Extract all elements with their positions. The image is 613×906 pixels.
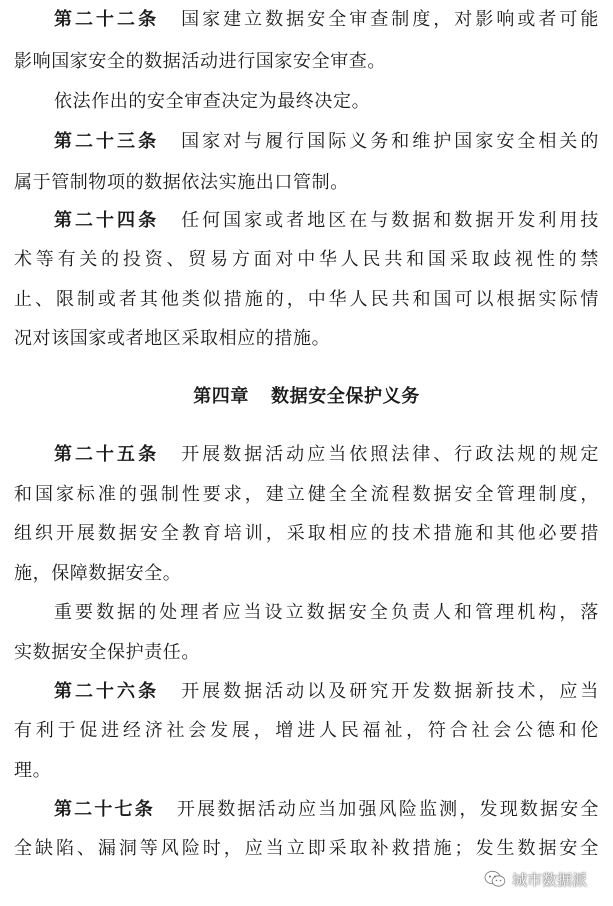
chapter-title: 数据安全保护义务 — [271, 386, 420, 407]
article-24-line-4: 况对该国家或者地区采取相应的措施。 — [14, 328, 331, 349]
article-26-label: 第二十六条 — [54, 681, 160, 702]
article-24-line-3: 止、限制或者其他类似措施的，中华人民共和国可以根据实际情 — [14, 289, 599, 310]
article-24-line-1 — [54, 209, 599, 233]
article-22-label: 第二十二条 — [54, 9, 160, 30]
article-25-paragraph-2-line-1: 重要数据的处理者应当设立数据安全负责人和管理机构，落 — [54, 602, 599, 623]
article-23-line-2: 属于管制物项的数据依法实施出口管制。 — [14, 172, 349, 193]
watermark-text: 城市数据派 — [512, 870, 588, 889]
article-25-label: 第二十五条 — [54, 444, 160, 465]
article-26-line-2: 有利于促进经济社会发展，增进人民福祉，符合社会公德和伦 — [14, 720, 599, 741]
article-27-line-1 — [54, 798, 599, 822]
article-25-line-4: 施，保障数据安全。 — [14, 563, 182, 584]
article-26-line-1 — [54, 680, 599, 704]
wechat-icon — [484, 870, 506, 888]
article-27-text-1: 开展数据活动应当加强风险监测，发现数据安全 — [176, 799, 600, 820]
article-23-text-1: 国家对与履行国际义务和维护国家安全相关的 — [181, 131, 600, 152]
article-27-line-2: 全缺陷、漏洞等风险时，应当立即采取补救措施；发生数据安全 — [14, 838, 599, 859]
article-24-label: 第二十四条 — [54, 210, 160, 231]
article-25-text-1: 开展数据活动应当依照法律、行政法规的规定 — [181, 444, 600, 465]
chapter-number: 第四章 — [193, 386, 249, 407]
article-26-text-1: 开展数据活动以及研究开发数据新技术，应当 — [181, 681, 600, 702]
article-23-line-1 — [54, 130, 599, 154]
article-24-text-1: 任何国家或者地区在与数据和数据开发利用技 — [181, 210, 600, 231]
article-25-line-3: 组织开展数据安全教育培训，采取相应的技术措施和其他必要措 — [14, 523, 599, 544]
article-23-label: 第二十三条 — [54, 131, 160, 152]
article-25-line-1 — [54, 443, 599, 467]
article-22-text-1: 国家建立数据安全审查制度，对影响或者可能 — [181, 9, 600, 30]
article-24-line-2: 术等有关的投资、贸易方面对中华人民共和国采取歧视性的禁 — [14, 249, 599, 270]
article-27-label: 第二十七条 — [54, 799, 155, 820]
article-22-line-1 — [54, 8, 599, 32]
article-25-line-2: 和国家标准的强制性要求，建立健全全流程数据安全管理制度， — [14, 484, 599, 505]
article-25-paragraph-2-line-2: 实数据安全保护责任。 — [14, 642, 200, 663]
article-26-line-3: 理。 — [14, 760, 52, 781]
chapter-heading — [0, 385, 613, 409]
article-22-line-2: 影响国家安全的数据活动进行国家安全审查。 — [14, 51, 386, 72]
article-22-paragraph-2: 依法作出的安全审查决定为最终决定。 — [54, 91, 371, 112]
watermark — [484, 865, 587, 893]
